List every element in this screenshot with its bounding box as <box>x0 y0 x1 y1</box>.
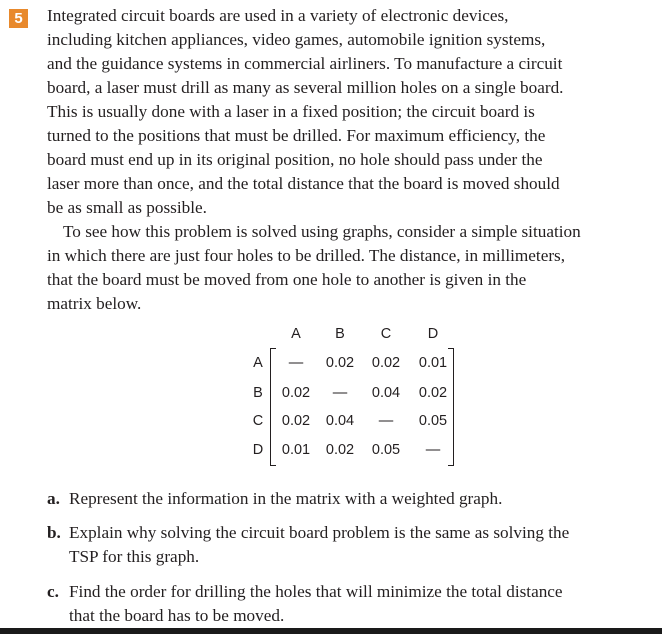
text-line: Integrated circuit boards are used in a variety of electronic devices, <box>47 6 509 25</box>
column-label: A <box>291 326 301 342</box>
text-line: Represent the information in the matrix with a weighted graph. <box>69 489 503 508</box>
question-letter: a. <box>47 489 60 508</box>
text-line: board, a laser must drill as many as several million holes on a single board. <box>47 78 564 97</box>
text-line: Explain why solving the circuit board problem is the same as solving the <box>69 523 570 542</box>
matrix-cell: — <box>332 385 348 401</box>
text-line: This is usually done with a laser in a fixed position; the circuit board is <box>47 102 535 121</box>
question-letter: b. <box>47 523 61 542</box>
text-line: including kitchen appliances, video games, automobile ignition systems, <box>47 30 546 49</box>
text-line: that the board has to be moved. <box>69 606 285 625</box>
matrix-cell: — <box>288 355 304 371</box>
row-label: B <box>253 385 263 401</box>
matrix-cell: — <box>378 413 394 429</box>
text-line: turned to the positions that must be drilled. For maximum efficiency, the <box>47 126 546 145</box>
text-line: To see how this problem is solved using graphs, consider a simple situation <box>63 222 581 241</box>
matrix-cell: 0.02 <box>418 385 448 401</box>
matrix-cell: 0.01 <box>418 355 448 371</box>
matrix-cell: 0.02 <box>325 442 355 458</box>
column-label: B <box>335 326 345 342</box>
text-line: laser more than once, and the total distance that the board is moved should <box>47 174 560 193</box>
text-line: that the board must be moved from one hole to another is given in the <box>47 270 527 289</box>
question-text <box>69 580 563 628</box>
row-label: C <box>252 413 264 429</box>
column-label: D <box>427 326 439 342</box>
matrix-cell: 0.05 <box>418 413 448 429</box>
problem-number-badge: 5 <box>9 9 28 28</box>
bottom-edge-bar <box>0 628 662 634</box>
matrix-cell: 0.04 <box>325 413 355 429</box>
text-line: in which there are just four holes to be drilled. The distance, in millimeters, <box>47 246 566 265</box>
matrix-cell: 0.02 <box>281 413 311 429</box>
question-text <box>69 521 569 569</box>
matrix-cell: — <box>425 442 441 458</box>
matrix-cell: 0.02 <box>325 355 355 371</box>
row-label: D <box>252 442 264 458</box>
matrix-cell: 0.05 <box>371 442 401 458</box>
matrix-cell: 0.04 <box>371 385 401 401</box>
text-line: and the guidance systems in commercial airliners. To manufacture a circuit <box>47 54 563 73</box>
row-label: A <box>253 355 263 371</box>
text-line: TSP for this graph. <box>69 547 200 566</box>
matrix-cell: 0.02 <box>281 385 311 401</box>
text-line: matrix below. <box>47 294 142 313</box>
text-line: Find the order for drilling the holes that will minimize the total distance <box>69 582 563 601</box>
matrix-cell: 0.02 <box>371 355 401 371</box>
text-line: board must end up in its original position, no hole should pass under the <box>47 150 543 169</box>
column-label: C <box>380 326 392 342</box>
matrix-cell: 0.01 <box>281 442 311 458</box>
question-text <box>69 487 502 511</box>
question-letter: c. <box>47 582 59 601</box>
text-line: be as small as possible. <box>47 198 207 217</box>
